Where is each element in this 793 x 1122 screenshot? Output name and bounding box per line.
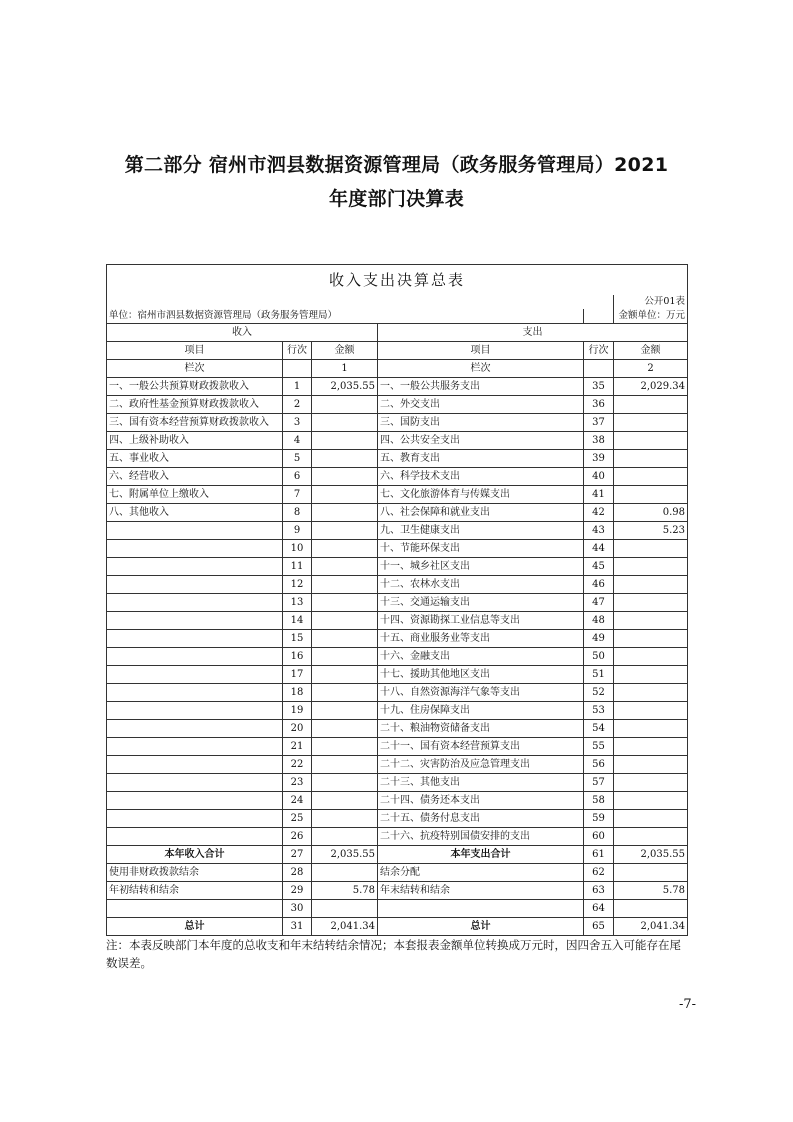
income-row-number: 3 xyxy=(283,414,312,432)
table-row xyxy=(107,828,688,846)
expense-row-number: 50 xyxy=(584,648,614,666)
income-col-row: 行次 xyxy=(283,342,312,360)
income-amount xyxy=(312,486,378,504)
table-note: 注：本表反映部门本年度的总收支和年末结转结余情况；本套报表金额单位转换成万元时，因四舍五入可能存在尾数误差。 xyxy=(106,938,681,970)
expense-item: 十四、资源勘探工业信息等支出 xyxy=(378,612,584,630)
table-row xyxy=(107,900,688,918)
table-row xyxy=(107,378,688,396)
income-item xyxy=(107,828,283,846)
table-row xyxy=(107,738,688,756)
expense-row-number: 51 xyxy=(584,666,614,684)
income-row-number: 16 xyxy=(283,648,312,666)
page-number: -7- xyxy=(678,997,696,1012)
income-amount xyxy=(312,558,378,576)
income-row-number: 15 xyxy=(283,630,312,648)
income-item: 三、国有资本经营预算财政拨款收入 xyxy=(107,414,283,432)
income-row-number: 4 xyxy=(283,432,312,450)
income-amount xyxy=(312,738,378,756)
expense-item: 二十六、抗疫特别国债安排的支出 xyxy=(378,828,584,846)
expense-row-number: 49 xyxy=(584,630,614,648)
table-row xyxy=(107,594,688,612)
expense-item: 七、文化旅游体育与传媒支出 xyxy=(378,486,584,504)
expense-amount xyxy=(614,450,688,468)
expense-item: 五、教育支出 xyxy=(378,450,584,468)
income-row-number: 17 xyxy=(283,666,312,684)
expense-lanci-label: 栏次 xyxy=(378,360,584,378)
expense-row-number: 45 xyxy=(584,558,614,576)
expense-item: 二、外交支出 xyxy=(378,396,584,414)
expense-item: 十七、援助其他地区支出 xyxy=(378,666,584,684)
table-row xyxy=(107,468,688,486)
expense-row-number: 47 xyxy=(584,594,614,612)
expense-amount xyxy=(614,630,688,648)
income-amount xyxy=(312,504,378,522)
income-item xyxy=(107,702,283,720)
income-header: 收入 xyxy=(107,324,378,342)
expense-item: 年末结转和结余 xyxy=(378,882,584,900)
income-row-number: 25 xyxy=(283,810,312,828)
income-amount xyxy=(312,756,378,774)
expense-item: 本年支出合计 xyxy=(378,846,584,864)
income-amount xyxy=(312,648,378,666)
expense-item: 四、公共安全支出 xyxy=(378,432,584,450)
expense-amount: 5.78 xyxy=(614,882,688,900)
expense-item: 十五、商业服务业等支出 xyxy=(378,630,584,648)
income-amount xyxy=(312,630,378,648)
expense-item: 十二、农林水支出 xyxy=(378,576,584,594)
expense-item: 二十五、债务付息支出 xyxy=(378,810,584,828)
table-row xyxy=(107,756,688,774)
expense-amount xyxy=(614,756,688,774)
expense-amount xyxy=(614,486,688,504)
amount-unit: 金额单位：万元 xyxy=(614,309,688,324)
income-col-item: 项目 xyxy=(107,342,283,360)
income-item xyxy=(107,756,283,774)
income-amount: 2,035.55 xyxy=(312,846,378,864)
budget-summary-table xyxy=(106,264,687,936)
table-row xyxy=(107,864,688,882)
expense-amount xyxy=(614,828,688,846)
expense-item xyxy=(378,900,584,918)
table-row xyxy=(107,432,688,450)
income-row-number: 22 xyxy=(283,756,312,774)
income-amount xyxy=(312,702,378,720)
expense-amount xyxy=(614,684,688,702)
income-item xyxy=(107,558,283,576)
expense-item: 二十一、国有资本经营预算支出 xyxy=(378,738,584,756)
income-amount xyxy=(312,810,378,828)
expense-row-number: 36 xyxy=(584,396,614,414)
expense-amount xyxy=(614,414,688,432)
income-item xyxy=(107,774,283,792)
expense-header: 支出 xyxy=(378,324,688,342)
expense-row-number: 65 xyxy=(584,918,614,936)
income-item xyxy=(107,594,283,612)
expense-row-number: 60 xyxy=(584,828,614,846)
table-row xyxy=(107,504,688,522)
expense-amount: 2,041.34 xyxy=(614,918,688,936)
income-item: 一、一般公共预算财政拨款收入 xyxy=(107,378,283,396)
expense-item: 八、社会保障和就业支出 xyxy=(378,504,584,522)
expense-item: 二十三、其他支出 xyxy=(378,774,584,792)
expense-row-number: 54 xyxy=(584,720,614,738)
expense-row-number: 58 xyxy=(584,792,614,810)
expense-row-number: 56 xyxy=(584,756,614,774)
expense-row-number: 39 xyxy=(584,450,614,468)
expense-amount xyxy=(614,576,688,594)
income-row-number: 27 xyxy=(283,846,312,864)
expense-amount xyxy=(614,792,688,810)
expense-amount xyxy=(614,432,688,450)
expense-amount xyxy=(614,594,688,612)
expense-row-number: 52 xyxy=(584,684,614,702)
income-col-amount: 金额 xyxy=(312,342,378,360)
expense-amount xyxy=(614,702,688,720)
income-item xyxy=(107,648,283,666)
income-amount xyxy=(312,792,378,810)
expense-amount xyxy=(614,864,688,882)
income-amount: 5.78 xyxy=(312,882,378,900)
income-amount xyxy=(312,594,378,612)
expense-amount xyxy=(614,648,688,666)
table-row xyxy=(107,702,688,720)
expense-col-amount: 金额 xyxy=(614,342,688,360)
table-row xyxy=(107,810,688,828)
page-title-line2: 年度部门决算表 xyxy=(328,188,465,210)
income-row-number: 14 xyxy=(283,612,312,630)
expense-item: 十九、住房保障支出 xyxy=(378,702,584,720)
expense-amount xyxy=(614,666,688,684)
expense-item: 三、国防支出 xyxy=(378,414,584,432)
expense-row-number: 48 xyxy=(584,612,614,630)
income-amount xyxy=(312,450,378,468)
table-row xyxy=(107,522,688,540)
expense-amount xyxy=(614,396,688,414)
income-amount xyxy=(312,774,378,792)
expense-row-number: 55 xyxy=(584,738,614,756)
expense-row-number: 35 xyxy=(584,378,614,396)
table-row xyxy=(107,630,688,648)
table-row xyxy=(107,882,688,900)
unit-label: 单位：宿州市泗县数据资源管理局（政务服务管理局） xyxy=(107,309,584,324)
table-title: 收入支出决算总表 xyxy=(107,265,688,296)
expense-amount: 2,029.34 xyxy=(614,378,688,396)
income-row-number: 8 xyxy=(283,504,312,522)
income-lanci-label: 栏次 xyxy=(107,360,283,378)
table-row xyxy=(107,576,688,594)
income-amount xyxy=(312,432,378,450)
income-row-number: 13 xyxy=(283,594,312,612)
income-item xyxy=(107,792,283,810)
table-row xyxy=(107,648,688,666)
expense-item: 十、节能环保支出 xyxy=(378,540,584,558)
income-row-number: 19 xyxy=(283,702,312,720)
income-item: 五、事业收入 xyxy=(107,450,283,468)
table-row xyxy=(107,612,688,630)
income-item: 使用非财政拨款结余 xyxy=(107,864,283,882)
income-col-number: 1 xyxy=(312,360,378,378)
income-amount xyxy=(312,414,378,432)
income-row-number: 18 xyxy=(283,684,312,702)
income-row-number: 6 xyxy=(283,468,312,486)
table-row xyxy=(107,684,688,702)
income-amount xyxy=(312,666,378,684)
table-row xyxy=(107,486,688,504)
income-item: 总计 xyxy=(107,918,283,936)
income-row-number: 28 xyxy=(283,864,312,882)
expense-row-number: 38 xyxy=(584,432,614,450)
income-item xyxy=(107,684,283,702)
income-item xyxy=(107,522,283,540)
expense-item: 十六、金融支出 xyxy=(378,648,584,666)
income-row-number: 5 xyxy=(283,450,312,468)
income-row-number: 30 xyxy=(283,900,312,918)
income-amount xyxy=(312,684,378,702)
income-item xyxy=(107,576,283,594)
expense-item: 六、科学技术支出 xyxy=(378,468,584,486)
income-item xyxy=(107,540,283,558)
expense-amount xyxy=(614,774,688,792)
income-amount xyxy=(312,900,378,918)
income-item xyxy=(107,612,283,630)
expense-row-number: 37 xyxy=(584,414,614,432)
expense-amount xyxy=(614,540,688,558)
income-row-number: 24 xyxy=(283,792,312,810)
expense-row-number: 42 xyxy=(584,504,614,522)
income-row-number: 7 xyxy=(283,486,312,504)
income-amount: 2,041.34 xyxy=(312,918,378,936)
expense-row-number: 40 xyxy=(584,468,614,486)
expense-amount xyxy=(614,738,688,756)
expense-row-number: 41 xyxy=(584,486,614,504)
income-item: 二、政府性基金预算财政拨款收入 xyxy=(107,396,283,414)
table-row xyxy=(107,396,688,414)
table-row xyxy=(107,450,688,468)
table-row xyxy=(107,792,688,810)
income-row-number: 20 xyxy=(283,720,312,738)
income-amount xyxy=(312,396,378,414)
income-item xyxy=(107,738,283,756)
income-row-number: 10 xyxy=(283,540,312,558)
income-amount xyxy=(312,828,378,846)
expense-item: 总计 xyxy=(378,918,584,936)
expense-amount: 5.23 xyxy=(614,522,688,540)
table-row xyxy=(107,540,688,558)
page-title xyxy=(60,148,733,216)
income-row-number: 21 xyxy=(283,738,312,756)
expense-amount: 0.98 xyxy=(614,504,688,522)
expense-row-number: 46 xyxy=(584,576,614,594)
income-amount: 2,035.55 xyxy=(312,378,378,396)
income-item: 七、附属单位上缴收入 xyxy=(107,486,283,504)
page-title-line1: 第二部分 宿州市泗县数据资源管理局（政务服务管理局）2021 xyxy=(124,154,669,176)
table-row xyxy=(107,774,688,792)
expense-amount: 2,035.55 xyxy=(614,846,688,864)
expense-amount xyxy=(614,900,688,918)
expense-item: 二十四、债务还本支出 xyxy=(378,792,584,810)
expense-amount xyxy=(614,558,688,576)
income-amount xyxy=(312,612,378,630)
expense-item: 十三、交通运输支出 xyxy=(378,594,584,612)
income-row-number: 11 xyxy=(283,558,312,576)
income-item: 年初结转和结余 xyxy=(107,882,283,900)
form-code: 公开01表 xyxy=(614,295,688,309)
table-row xyxy=(107,666,688,684)
income-row-number: 23 xyxy=(283,774,312,792)
income-amount xyxy=(312,576,378,594)
table-row xyxy=(107,720,688,738)
expense-row-number: 63 xyxy=(584,882,614,900)
income-item: 四、上级补助收入 xyxy=(107,432,283,450)
table-row xyxy=(107,918,688,936)
table-row xyxy=(107,846,688,864)
income-amount xyxy=(312,720,378,738)
expense-row-number: 61 xyxy=(584,846,614,864)
expense-item: 二十、粮油物资储备支出 xyxy=(378,720,584,738)
income-amount xyxy=(312,540,378,558)
income-item xyxy=(107,666,283,684)
expense-item: 十八、自然资源海洋气象等支出 xyxy=(378,684,584,702)
expense-col-row: 行次 xyxy=(584,342,614,360)
income-amount xyxy=(312,522,378,540)
expense-row-number: 53 xyxy=(584,702,614,720)
expense-row-number: 64 xyxy=(584,900,614,918)
income-row-number: 12 xyxy=(283,576,312,594)
expense-row-number: 62 xyxy=(584,864,614,882)
income-row-number: 29 xyxy=(283,882,312,900)
income-row-number: 31 xyxy=(283,918,312,936)
income-item: 八、其他收入 xyxy=(107,504,283,522)
income-item: 本年收入合计 xyxy=(107,846,283,864)
expense-row-number: 59 xyxy=(584,810,614,828)
expense-col-item: 项目 xyxy=(378,342,584,360)
income-amount xyxy=(312,468,378,486)
expense-amount xyxy=(614,810,688,828)
expense-item: 结余分配 xyxy=(378,864,584,882)
income-amount xyxy=(312,864,378,882)
income-row-number: 1 xyxy=(283,378,312,396)
income-row-number: 2 xyxy=(283,396,312,414)
income-row-number: 9 xyxy=(283,522,312,540)
expense-amount xyxy=(614,720,688,738)
income-item xyxy=(107,720,283,738)
income-item xyxy=(107,630,283,648)
expense-item: 十一、城乡社区支出 xyxy=(378,558,584,576)
income-item xyxy=(107,810,283,828)
expense-amount xyxy=(614,468,688,486)
income-item xyxy=(107,900,283,918)
table-row xyxy=(107,414,688,432)
income-item: 六、经营收入 xyxy=(107,468,283,486)
expense-item: 一、一般公共服务支出 xyxy=(378,378,584,396)
expense-row-number: 43 xyxy=(584,522,614,540)
income-row-number: 26 xyxy=(283,828,312,846)
table-row xyxy=(107,558,688,576)
expense-item: 二十二、灾害防治及应急管理支出 xyxy=(378,756,584,774)
expense-col-number: 2 xyxy=(614,360,688,378)
expense-amount xyxy=(614,612,688,630)
expense-row-number: 57 xyxy=(584,774,614,792)
expense-row-number: 44 xyxy=(584,540,614,558)
expense-item: 九、卫生健康支出 xyxy=(378,522,584,540)
